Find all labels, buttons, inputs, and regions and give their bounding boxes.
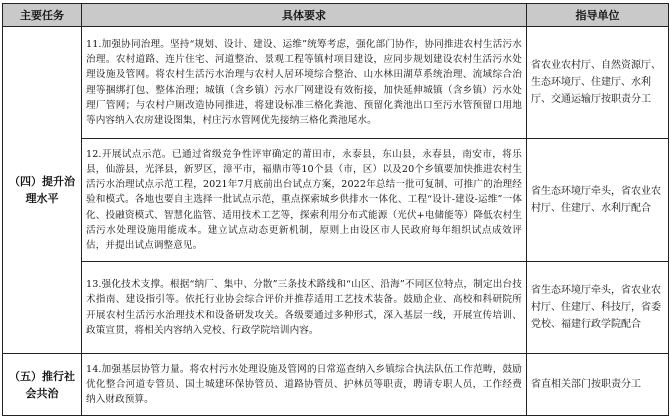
task-label: （四）提升治理水平	[9, 175, 75, 205]
unit-cell: 省生态环境厅牵头，省农业农村厅、住建厅、水利厅配合	[527, 139, 669, 262]
unit-cell: 省农业农村厅、自然资源厅、生态环境厅、住建厅、水利厅、交通运输厅按职责分工	[527, 27, 669, 139]
header-requirements: 具体要求	[82, 4, 527, 27]
unit-cell: 省生态环境厅牵头，省农业农村厅、住建厅、科技厅，省委党校、福建行政学院配合	[527, 262, 669, 354]
header-guiding-unit: 指导单位	[527, 4, 669, 27]
requirement-cell: 13.强化技术支撑。根据“纳厂、集中、分散”三条技术路线和“山区、沿海”不同区位特点，制定出台技术指南、建设指引等。依托行业协会综合评价并推荐适用工艺技术装备。鼓励企业、高校和科研院所开展农村生活污水治理技术和设备研发攻关。各级要通过多种形式，深入基层一线，开展宣传培训、政策宣贯，将相关内容纳入党校、行政学院培训内容。	[82, 262, 527, 354]
table-row	[3, 27, 669, 139]
task-cell-4	[3, 27, 82, 354]
requirement-cell: 14.加强基层协管力量。将农村污水处理设施及管网的日常巡查纳入乡镇综合执法队伍工作范畴，鼓励优化整合河道专管员、国土城建环保协管员、道路协管员、护林员等职责，聘请专职人员，工作经费纳入财政预算。	[82, 354, 527, 416]
unit-cell: 省直相关部门按职责分工	[527, 354, 669, 416]
table-row	[3, 139, 669, 262]
task-cell-5	[3, 354, 82, 416]
policy-table	[2, 3, 669, 416]
requirement-cell: 12.开展试点示范。已通过省级竞争性评审确定的莆田市，永泰县，东山县，永春县，南安市，将乐县，仙游县，光泽县，新罗区，漳平市，福鼎市等10个县（市，区）以及20个乡镇要加快推进农村生活污水治理试点示范工程，2021年7月底前出台试点方案，2022年总结一批可复制、可推广的治理经验和模式。各地也要自主选择一批试点示范，重点探索城乡供排水一体化、工程“设计-建设-运维”一体化、投融资模式、智慧化监管、适用技术工艺等，探索利用分布式能源（光伏+电储能等）降低农村生活污水处理设施用能成本。建立试点动态更新机制，原则上由设区市人民政府每年组织试点成效评估，并提出试点调整意见。	[82, 139, 527, 262]
header-main-task: 主要任务	[3, 4, 82, 27]
table-row	[3, 354, 669, 416]
requirement-cell: 11.加强协同治理。坚持“规划、设计、建设、运维”统筹考虑，强化部门协作，协同推进农村生活污水治理。农村道路、连片住宅、河道整治、景观工程等镇村项目建设，应同步规划建设农村生活污水处理设施及管网。将农村生活污水治理与农村人居环境综合整治、山水林田湖草系统治理、流域综合治理等捆绑打包、整体治理；城镇（含乡镇）污水厂网建设有效衔接，加快延伸城镇（含乡镇）污水处理厂管网；与农村户厕改造协同推进，将建设标准三格化粪池、预留化粪池出口至污水管预留口用地等内容纳入农房建设图集，村庄污水管网优先接纳三格化粪池尾水。	[82, 27, 527, 139]
table-row	[3, 262, 669, 354]
header-row	[3, 4, 669, 27]
task-label: （五）推行社会共治	[9, 369, 75, 400]
